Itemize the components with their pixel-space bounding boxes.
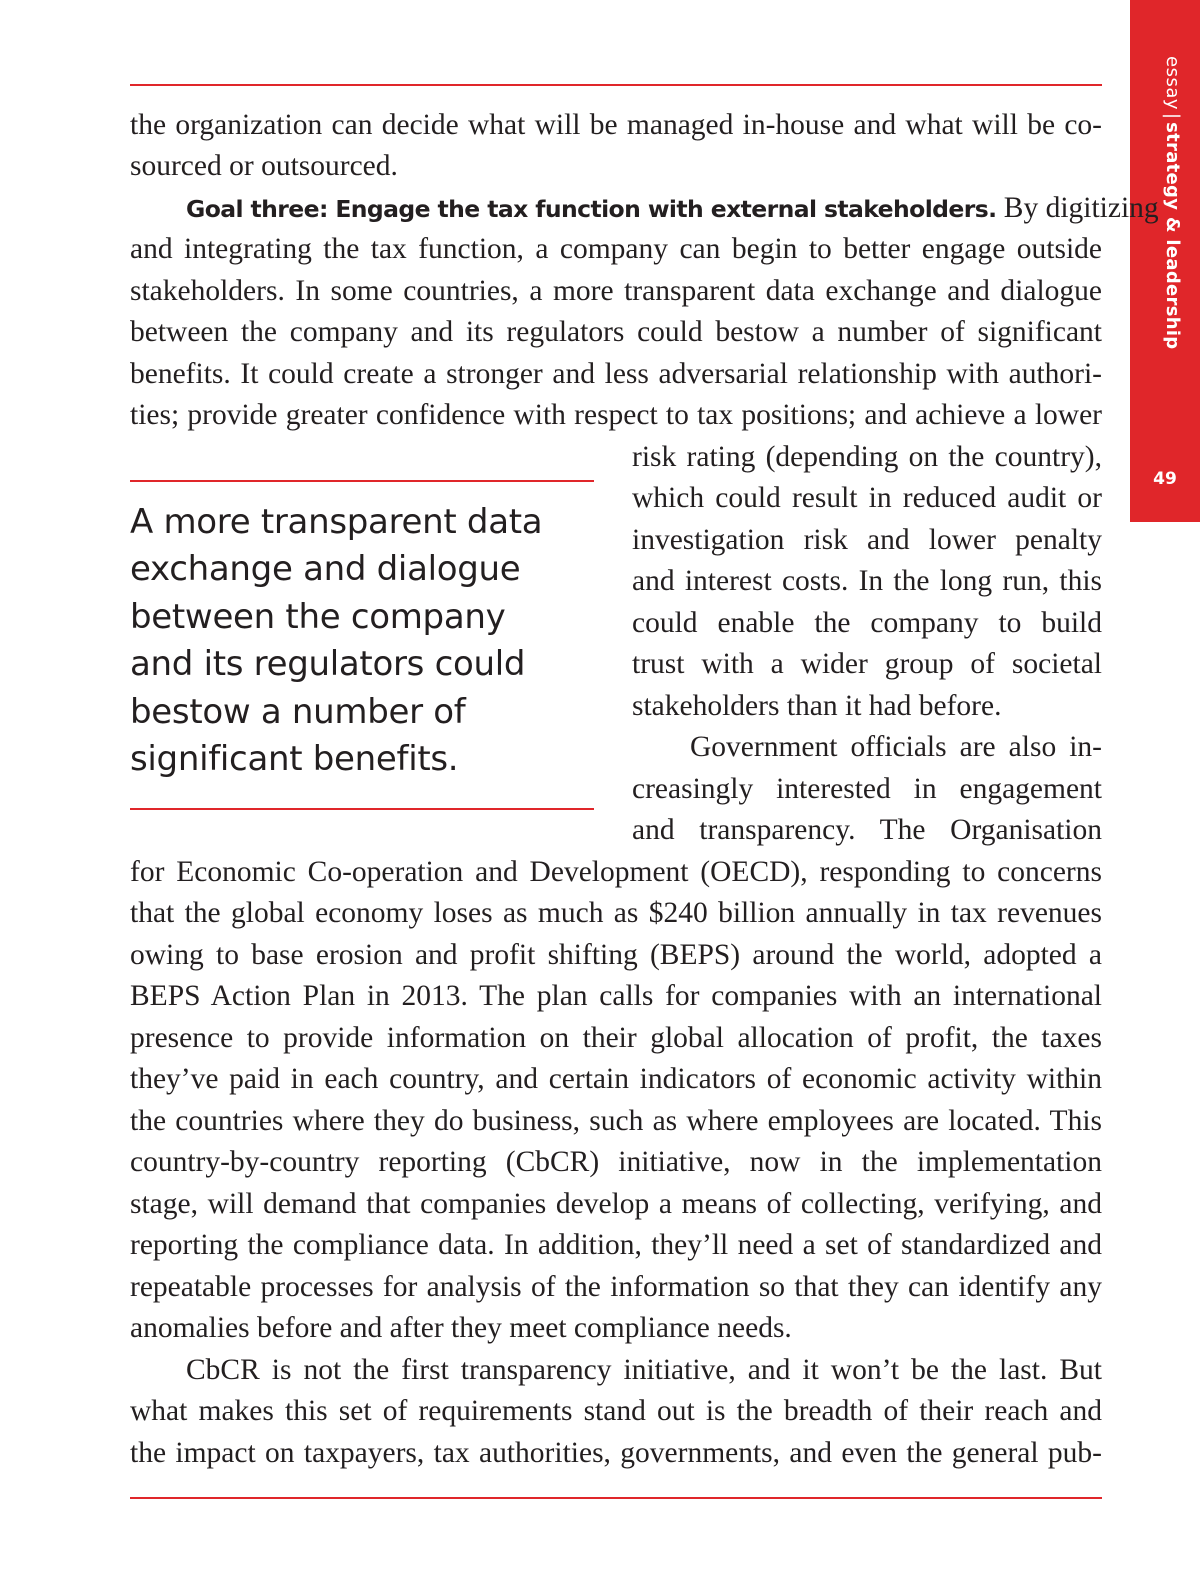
section-title: strategy & leadership <box>1162 122 1183 350</box>
text-line: what makes this set of requirements stand out is the breadth of their reach and <box>130 1395 1102 1427</box>
page-number: 49 <box>1153 469 1177 489</box>
text-line: they’ve paid in each country, and certain indicators of economic activity within <box>130 1063 1102 1095</box>
goal-three-line <box>130 188 1159 231</box>
text-line: could enable the company to build <box>632 607 1102 639</box>
text-line: creasingly interested in engagement <box>632 773 1102 805</box>
text-line: BEPS Action Plan in 2013. The plan calls for companies with an international <box>130 980 1102 1012</box>
goal-three-text: By digitizing <box>996 192 1159 224</box>
text-line: the countries where they do business, such as where employees are located. This <box>130 1105 1102 1137</box>
text-line: benefits. It could create a stronger and less adversarial relationship with authori- <box>130 358 1102 390</box>
pullquote-line: exchange and dialogue <box>130 549 521 589</box>
text-line: CbCR is not the first transparency initiative, and it won’t be the last. But <box>186 1354 1102 1386</box>
text-line: and interest costs. In the long run, this <box>632 565 1102 597</box>
category-label: essay <box>1162 56 1183 111</box>
pullquote-line: between the company <box>130 597 506 637</box>
text-line: repeatable processes for analysis of the information so that they can identify any <box>130 1271 1102 1303</box>
text-line: presence to provide information on their global allocation of profit, the taxes <box>130 1022 1102 1054</box>
text-line: the impact on taxpayers, tax authorities, governments, and even the general pub- <box>130 1437 1102 1469</box>
text-line: which could result in reduced audit or <box>632 482 1102 514</box>
text-line: and integrating the tax function, a company can begin to better engage outside <box>130 233 1102 265</box>
text-line: trust with a wider group of societal <box>632 648 1102 680</box>
pullquote-line: significant benefits. <box>130 739 459 779</box>
text-line: reporting the compliance data. In addition, they’ll need a set of standardized and <box>130 1229 1102 1261</box>
text-line: risk rating (depending on the country), <box>632 441 1102 473</box>
text-line: stage, will demand that companies develop a means of collecting, verifying, and <box>130 1188 1102 1220</box>
text-line: investigation risk and lower penalty <box>632 524 1102 556</box>
text-line: and transparency. The Organisation <box>632 814 1102 846</box>
text-line: Government officials are also in- <box>690 731 1102 763</box>
text-line: sourced or outsourced. <box>130 150 398 182</box>
pullquote-line: bestow a number of <box>130 692 466 732</box>
pullquote-line: and its regulators could <box>130 644 526 684</box>
text-line: ties; provide greater confidence with respect to tax positions; and achieve a lower <box>130 399 1102 431</box>
label-separator: | <box>1162 113 1183 120</box>
text-line: the organization can decide what will be managed in-house and what will be co- <box>130 109 1102 141</box>
text-line: anomalies before and after they meet compliance needs. <box>130 1312 792 1344</box>
text-line: for Economic Co-operation and Development (OECD), responding to concerns <box>130 856 1102 888</box>
goal-three-heading: Goal three: Engage the tax function with external stakeholders. <box>186 195 997 223</box>
top-rule <box>130 84 1102 86</box>
text-line: stakeholders than it had before. <box>632 690 1002 722</box>
text-line: country-by-country reporting (CbCR) initiative, now in the implementation <box>130 1146 1102 1178</box>
text-line: owing to base erosion and profit shifting (BEPS) around the world, adopted a <box>130 939 1102 971</box>
text-line: that the global economy loses as much as $240 billion annually in tax revenues <box>130 897 1102 929</box>
pullquote-bottom-rule <box>130 808 594 810</box>
bottom-rule <box>130 1497 1102 1499</box>
pullquote-line: A more transparent data <box>130 502 543 542</box>
section-label <box>1162 56 1183 349</box>
text-line: between the company and its regulators could bestow a number of significant <box>130 316 1102 348</box>
pullquote-top-rule <box>130 480 594 482</box>
text-line: stakeholders. In some countries, a more transparent data exchange and dialogue <box>130 275 1102 307</box>
